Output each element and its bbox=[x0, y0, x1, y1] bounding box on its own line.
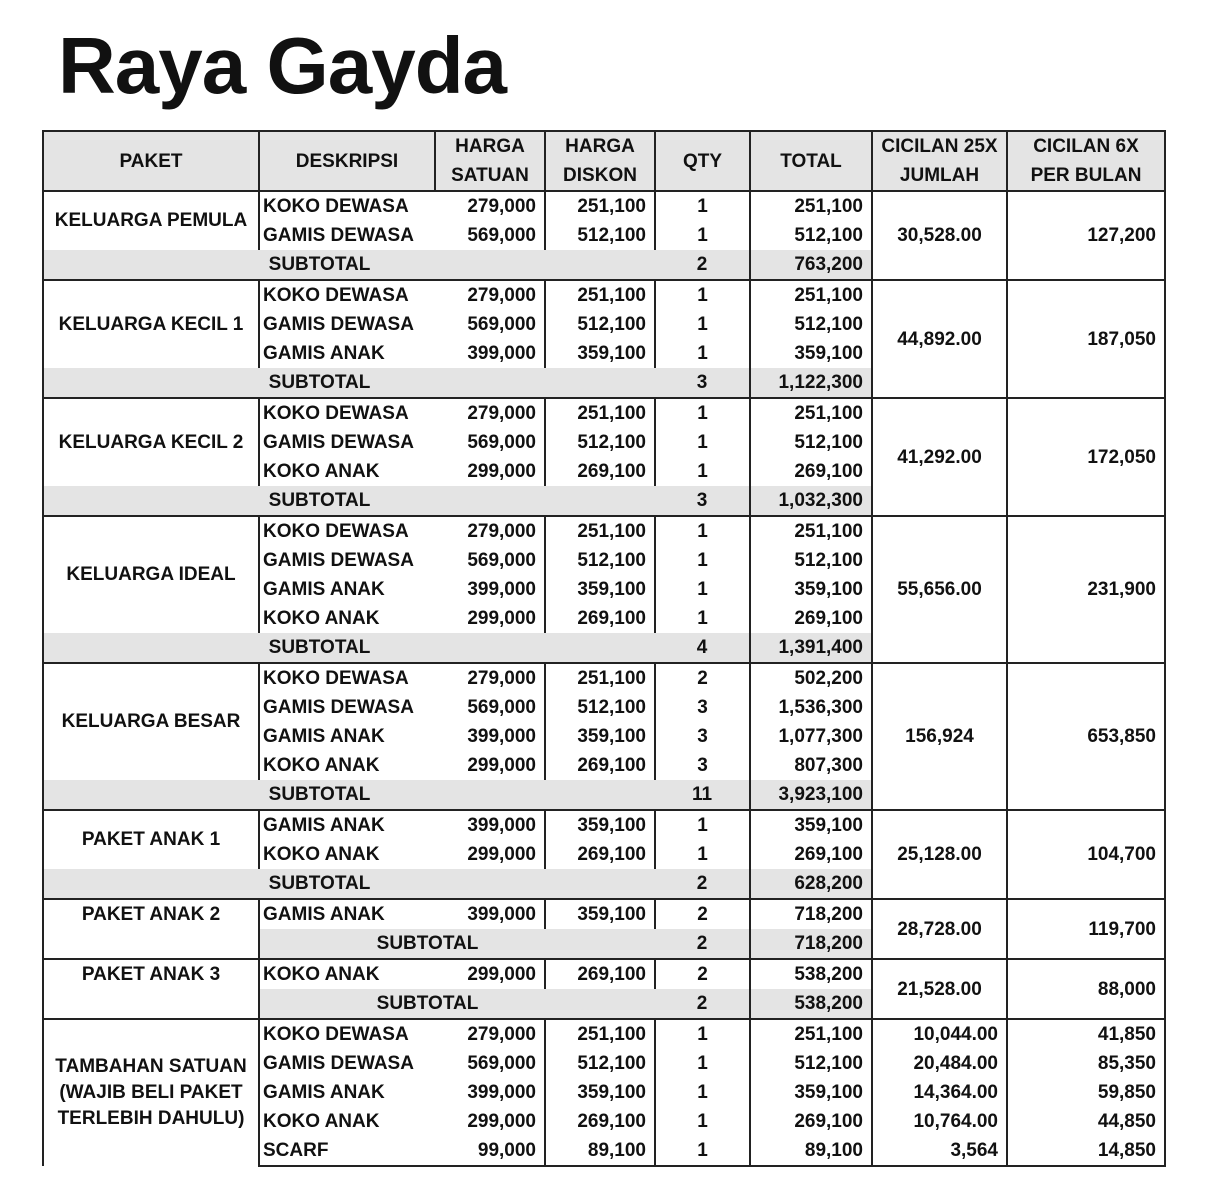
item-qty: 1 bbox=[697, 343, 708, 364]
item-harga-diskon: 269,100 bbox=[545, 457, 655, 486]
item-qty: 3 bbox=[697, 697, 708, 718]
item-description: KOKO ANAK bbox=[259, 751, 435, 780]
table-header bbox=[43, 131, 1165, 191]
item-harga-diskon: 512,100 bbox=[545, 310, 655, 339]
item-harga-satuan: 299,000 bbox=[435, 457, 545, 486]
item-harga-satuan: 299,000 bbox=[435, 840, 545, 869]
item-harga-diskon: 512,100 bbox=[545, 221, 655, 250]
item-harga-diskon: 251,100 bbox=[545, 516, 655, 546]
item-harga-satuan: 399,000 bbox=[435, 1078, 545, 1107]
item-harga-satuan: 299,000 bbox=[435, 1107, 545, 1136]
item-harga-diskon: 269,100 bbox=[545, 959, 655, 989]
item-description: GAMIS ANAK bbox=[259, 810, 435, 840]
item-total: 359,100 bbox=[750, 1078, 872, 1107]
item-qty: 1 bbox=[655, 516, 750, 546]
item-harga-diskon: 251,100 bbox=[545, 398, 655, 428]
item-harga-satuan: 279,000 bbox=[435, 398, 545, 428]
subtotal-qty: 3 bbox=[655, 486, 750, 516]
header-qty: QTY bbox=[655, 131, 750, 191]
item-description: GAMIS ANAK bbox=[259, 899, 435, 929]
item-description: GAMIS ANAK bbox=[259, 722, 435, 751]
item-total: 359,100 bbox=[750, 339, 872, 368]
cicilan-25x-value: 10,764.00 bbox=[872, 1107, 1007, 1136]
subtotal-total: 718,200 bbox=[750, 929, 872, 959]
subtotal-total: 628,200 bbox=[750, 869, 872, 899]
item-harga-diskon: 359,100 bbox=[545, 722, 655, 751]
item-qty: 2 bbox=[655, 663, 750, 693]
table-row bbox=[43, 810, 1165, 840]
subtotal-qty: 2 bbox=[655, 250, 750, 280]
cicilan-25x-value: 30,528.00 bbox=[872, 191, 1007, 280]
item-total: 251,100 bbox=[750, 516, 872, 546]
item-harga-satuan: 279,000 bbox=[435, 191, 545, 221]
subtotal-label: SUBTOTAL bbox=[43, 486, 655, 516]
paket-name: KELUARGA BESAR bbox=[43, 663, 259, 780]
item-description: SCARF bbox=[259, 1136, 435, 1166]
item-harga-satuan: 299,000 bbox=[435, 604, 545, 633]
header-cicilan-25x: CICILAN 25X JUMLAH bbox=[872, 131, 1007, 191]
item-total: 269,100 bbox=[750, 457, 872, 486]
cicilan-6x-value: 127,200 bbox=[1007, 191, 1165, 280]
paket-name: PAKET ANAK 3 bbox=[43, 959, 259, 989]
item-harga-diskon: 359,100 bbox=[545, 575, 655, 604]
item-harga-satuan: 569,000 bbox=[435, 310, 545, 339]
item-description: GAMIS ANAK bbox=[259, 339, 435, 368]
page-title: Raya Gayda bbox=[58, 21, 507, 110]
cicilan-25x-value: 20,484.00 bbox=[872, 1049, 1007, 1078]
cicilan-6x-value: 41,850 bbox=[1007, 1019, 1165, 1049]
subtotal-label: SUBTOTAL bbox=[43, 780, 655, 810]
item-description: GAMIS DEWASA bbox=[259, 546, 435, 575]
item-total: 251,100 bbox=[750, 280, 872, 310]
item-description: GAMIS DEWASA bbox=[259, 1049, 435, 1078]
header-harga-satuan: HARGA SATUAN bbox=[435, 131, 545, 191]
cicilan-6x-value: 172,050 bbox=[1007, 398, 1165, 516]
paket-name: PAKET ANAK 1 bbox=[43, 810, 259, 869]
subtotal-total: 763,200 bbox=[750, 250, 872, 280]
cicilan-6x-value: 119,700 bbox=[1007, 899, 1165, 959]
item-total: 512,100 bbox=[750, 546, 872, 575]
cicilan-6x-value: 88,000 bbox=[1007, 959, 1165, 1019]
item-description: GAMIS DEWASA bbox=[259, 693, 435, 722]
subtotal-label: SUBTOTAL bbox=[259, 989, 655, 1019]
item-harga-satuan: 399,000 bbox=[435, 810, 545, 840]
cicilan-25x-value: 156,924 bbox=[872, 663, 1007, 810]
cicilan-6x-value: 44,850 bbox=[1007, 1107, 1165, 1136]
item-total: 1,536,300 bbox=[750, 693, 872, 722]
cicilan-25x-value: 55,656.00 bbox=[872, 516, 1007, 663]
item-qty: 1 bbox=[655, 280, 750, 310]
header-harga-diskon: HARGA DISKON bbox=[545, 131, 655, 191]
subtotal-total: 538,200 bbox=[750, 989, 872, 1019]
subtotal-label: SUBTOTAL bbox=[43, 869, 655, 899]
tambahan-paket-name: TAMBAHAN SATUAN (WAJIB BELI PAKET TERLEBIH DAHULU) bbox=[43, 1019, 259, 1166]
subtotal-paket-spacer bbox=[43, 929, 259, 959]
cicilan-6x-value: 14,850 bbox=[1007, 1136, 1165, 1166]
item-harga-diskon: 359,100 bbox=[545, 810, 655, 840]
cicilan-25x-value: 21,528.00 bbox=[872, 959, 1007, 1019]
item-description: KOKO DEWASA bbox=[259, 663, 435, 693]
item-harga-satuan: 279,000 bbox=[435, 1019, 545, 1049]
subtotal-paket-spacer bbox=[43, 989, 259, 1019]
item-total: 1,077,300 bbox=[750, 722, 872, 751]
cicilan-6x-value: 85,350 bbox=[1007, 1049, 1165, 1078]
item-qty: 1 bbox=[697, 844, 708, 865]
item-harga-diskon: 269,100 bbox=[545, 840, 655, 869]
item-qty: 1 bbox=[697, 579, 708, 600]
item-total: 512,100 bbox=[750, 310, 872, 339]
paket-name: KELUARGA KECIL 1 bbox=[43, 280, 259, 368]
item-harga-satuan: 279,000 bbox=[435, 280, 545, 310]
subtotal-total: 1,032,300 bbox=[750, 486, 872, 516]
item-harga-satuan: 569,000 bbox=[435, 221, 545, 250]
item-description: GAMIS DEWASA bbox=[259, 428, 435, 457]
item-harga-satuan: 299,000 bbox=[435, 751, 545, 780]
header-paket: PAKET bbox=[43, 131, 259, 191]
subtotal-qty: 11 bbox=[655, 780, 750, 810]
item-total: 251,100 bbox=[750, 1019, 872, 1049]
cicilan-6x-value: 231,900 bbox=[1007, 516, 1165, 663]
item-harga-satuan: 569,000 bbox=[435, 546, 545, 575]
item-description: KOKO DEWASA bbox=[259, 280, 435, 310]
subtotal-total: 1,122,300 bbox=[750, 368, 872, 398]
cicilan-25x-value: 25,128.00 bbox=[872, 810, 1007, 899]
table-row bbox=[43, 280, 1165, 310]
cicilan-25x-value: 10,044.00 bbox=[872, 1019, 1007, 1049]
subtotal-label: SUBTOTAL bbox=[259, 929, 655, 959]
item-qty: 1 bbox=[697, 225, 708, 246]
subtotal-total: 3,923,100 bbox=[750, 780, 872, 810]
item-qty: 1 bbox=[655, 810, 750, 840]
cicilan-25x-value: 44,892.00 bbox=[872, 280, 1007, 398]
price-table bbox=[42, 130, 1166, 1167]
item-description: KOKO ANAK bbox=[259, 1107, 435, 1136]
table-row bbox=[43, 1019, 1165, 1049]
item-total: 269,100 bbox=[750, 604, 872, 633]
item-harga-diskon: 251,100 bbox=[545, 663, 655, 693]
item-qty: 2 bbox=[655, 899, 750, 929]
item-harga-satuan: 569,000 bbox=[435, 693, 545, 722]
header-cicilan-6x: CICILAN 6X PER BULAN bbox=[1007, 131, 1165, 191]
item-qty: 3 bbox=[697, 755, 708, 776]
item-qty: 3 bbox=[697, 726, 708, 747]
item-qty: 1 bbox=[697, 1053, 708, 1074]
item-harga-diskon: 512,100 bbox=[545, 546, 655, 575]
table-body bbox=[43, 191, 1165, 1166]
subtotal-label: SUBTOTAL bbox=[43, 633, 655, 663]
item-description: KOKO DEWASA bbox=[259, 398, 435, 428]
item-qty: 1 bbox=[655, 1136, 750, 1166]
paket-name: KELUARGA IDEAL bbox=[43, 516, 259, 633]
item-harga-satuan: 569,000 bbox=[435, 428, 545, 457]
item-total: 718,200 bbox=[750, 899, 872, 929]
cicilan-25x-value: 28,728.00 bbox=[872, 899, 1007, 959]
header-total: TOTAL bbox=[750, 131, 872, 191]
item-total: 359,100 bbox=[750, 575, 872, 604]
subtotal-label: SUBTOTAL bbox=[43, 250, 655, 280]
cicilan-25x-value: 3,564 bbox=[872, 1136, 1007, 1166]
item-harga-diskon: 89,100 bbox=[545, 1136, 655, 1166]
item-total: 251,100 bbox=[750, 398, 872, 428]
item-harga-diskon: 359,100 bbox=[545, 899, 655, 929]
item-total: 502,200 bbox=[750, 663, 872, 693]
item-harga-satuan: 569,000 bbox=[435, 1049, 545, 1078]
item-qty: 1 bbox=[697, 1082, 708, 1103]
item-qty: 1 bbox=[697, 314, 708, 335]
item-total: 269,100 bbox=[750, 840, 872, 869]
item-qty: 1 bbox=[697, 461, 708, 482]
item-qty: 1 bbox=[697, 550, 708, 571]
item-qty: 2 bbox=[655, 959, 750, 989]
subtotal-qty: 2 bbox=[655, 929, 750, 959]
table-row bbox=[43, 516, 1165, 546]
item-harga-diskon: 512,100 bbox=[545, 693, 655, 722]
subtotal-label: SUBTOTAL bbox=[43, 368, 655, 398]
item-description: KOKO ANAK bbox=[259, 959, 435, 989]
item-total: 89,100 bbox=[750, 1136, 872, 1166]
item-description: KOKO DEWASA bbox=[259, 191, 435, 221]
table-row bbox=[43, 959, 1165, 989]
item-qty: 1 bbox=[697, 1111, 708, 1132]
item-harga-satuan: 399,000 bbox=[435, 575, 545, 604]
header-deskripsi: DESKRIPSI bbox=[259, 131, 435, 191]
item-harga-satuan: 399,000 bbox=[435, 339, 545, 368]
item-description: GAMIS DEWASA bbox=[259, 310, 435, 339]
item-total: 359,100 bbox=[750, 810, 872, 840]
item-harga-diskon: 269,100 bbox=[545, 751, 655, 780]
item-qty: 1 bbox=[655, 1019, 750, 1049]
cicilan-25x-value: 41,292.00 bbox=[872, 398, 1007, 516]
cicilan-6x-value: 59,850 bbox=[1007, 1078, 1165, 1107]
paket-name: PAKET ANAK 2 bbox=[43, 899, 259, 929]
item-description: KOKO ANAK bbox=[259, 604, 435, 633]
item-total: 512,100 bbox=[750, 428, 872, 457]
item-harga-diskon: 251,100 bbox=[545, 280, 655, 310]
item-harga-satuan: 299,000 bbox=[435, 959, 545, 989]
cicilan-6x-value: 653,850 bbox=[1007, 663, 1165, 810]
item-description: KOKO DEWASA bbox=[259, 516, 435, 546]
item-total: 269,100 bbox=[750, 1107, 872, 1136]
cicilan-6x-value: 187,050 bbox=[1007, 280, 1165, 398]
item-qty: 1 bbox=[655, 398, 750, 428]
item-description: KOKO ANAK bbox=[259, 457, 435, 486]
item-total: 251,100 bbox=[750, 191, 872, 221]
item-harga-satuan: 99,000 bbox=[435, 1136, 545, 1166]
item-qty: 1 bbox=[655, 191, 750, 221]
item-total: 512,100 bbox=[750, 221, 872, 250]
item-harga-diskon: 251,100 bbox=[545, 191, 655, 221]
subtotal-qty: 4 bbox=[655, 633, 750, 663]
subtotal-total: 1,391,400 bbox=[750, 633, 872, 663]
item-harga-diskon: 251,100 bbox=[545, 1019, 655, 1049]
subtotal-qty: 2 bbox=[655, 869, 750, 899]
cicilan-25x-value: 14,364.00 bbox=[872, 1078, 1007, 1107]
item-total: 807,300 bbox=[750, 751, 872, 780]
item-harga-diskon: 269,100 bbox=[545, 1107, 655, 1136]
item-description: GAMIS DEWASA bbox=[259, 221, 435, 250]
item-harga-satuan: 399,000 bbox=[435, 899, 545, 929]
item-harga-diskon: 359,100 bbox=[545, 1078, 655, 1107]
item-qty: 1 bbox=[697, 608, 708, 629]
table-row bbox=[43, 899, 1165, 929]
item-description: GAMIS ANAK bbox=[259, 575, 435, 604]
paket-name: KELUARGA PEMULA bbox=[43, 191, 259, 250]
table-row bbox=[43, 191, 1165, 221]
item-harga-satuan: 399,000 bbox=[435, 722, 545, 751]
item-qty: 1 bbox=[697, 432, 708, 453]
subtotal-qty: 3 bbox=[655, 368, 750, 398]
item-total: 512,100 bbox=[750, 1049, 872, 1078]
item-description: GAMIS ANAK bbox=[259, 1078, 435, 1107]
paket-name: KELUARGA KECIL 2 bbox=[43, 398, 259, 486]
table-row bbox=[43, 663, 1165, 693]
item-harga-diskon: 269,100 bbox=[545, 604, 655, 633]
item-harga-diskon: 512,100 bbox=[545, 428, 655, 457]
item-total: 538,200 bbox=[750, 959, 872, 989]
item-harga-satuan: 279,000 bbox=[435, 663, 545, 693]
item-description: KOKO ANAK bbox=[259, 840, 435, 869]
item-harga-diskon: 512,100 bbox=[545, 1049, 655, 1078]
table-row bbox=[43, 398, 1165, 428]
subtotal-qty: 2 bbox=[655, 989, 750, 1019]
item-harga-satuan: 279,000 bbox=[435, 516, 545, 546]
item-description: KOKO DEWASA bbox=[259, 1019, 435, 1049]
cicilan-6x-value: 104,700 bbox=[1007, 810, 1165, 899]
item-harga-diskon: 359,100 bbox=[545, 339, 655, 368]
